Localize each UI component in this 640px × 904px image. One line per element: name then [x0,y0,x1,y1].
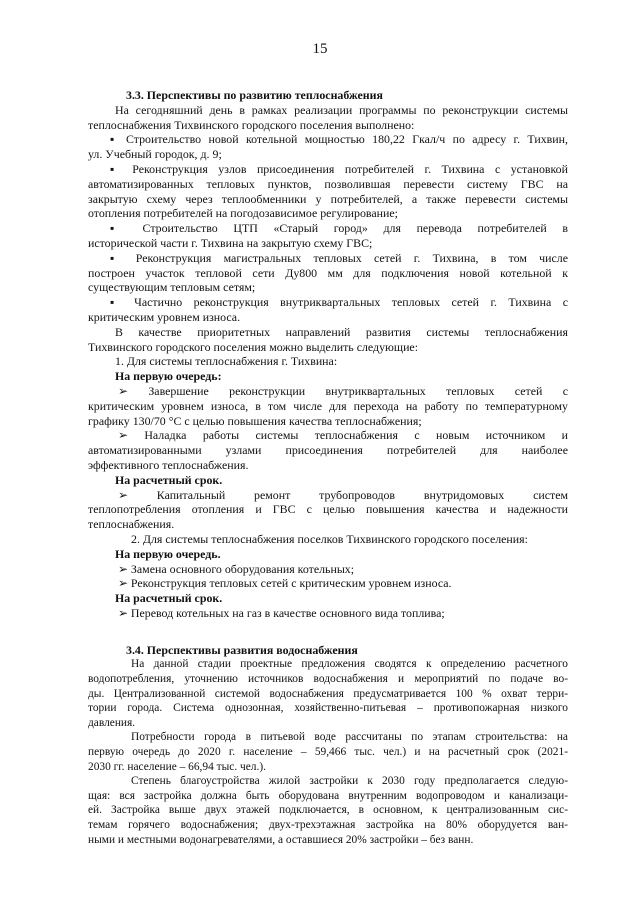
arrow-item-line: ➢ Наладка работы системы теплоснабжения с новым источником и [118,428,568,443]
paragraph-line: На сегодняшний день в рамках реализации программы по реконструкции системы [115,102,568,117]
paragraph-line: щая: вся застройка должна быть оборудована внутренним водопроводом и канализаци- [88,789,568,802]
paragraph-line: критическим уровнем износа, в том числе для перехода на работу по температурному [88,398,568,413]
paragraph-line: теплопотребления отопления и ГВС с целью повышения качества и надежности [88,502,568,517]
subheading-first-stage: На первую очередь: [115,369,222,384]
paragraph-line: ды. Централизованной системой водоснабжения предусматривается 100 % охват терри- [88,687,568,700]
paragraph-line: Степень благоустройства жилой застройки к 2030 году предполагается следую- [131,775,568,788]
subheading-first-stage: На первую очередь. [115,546,221,561]
paragraph-line: тории города. Система однозонная, хозяйственно-питьевая – противопожарная низкого [88,702,568,715]
bullet-line: ▪ Частично реконструкция внутриквартальных тепловых сетей г. Тихвина с [110,295,568,310]
paragraph-line: 2030 гг. население – 66,94 тыс. чел.). [88,760,266,773]
arrow-item-line: ➢ Завершение реконструкции внутриквартальных тепловых сетей с [118,383,568,398]
paragraph-line: графику 130/70 °С с целью повышения качества теплоснабжения; [88,413,422,428]
paragraph-line: На данной стадии проектные предложения сводятся к определению расчетного [131,658,568,671]
paragraph-line: давления. [88,716,136,729]
paragraph-line: ей. Застройка выше двух этажей подключается, в основном, к централизованным сис- [88,804,568,817]
bullet-line: ▪ Строительство новой котельной мощностью 180,22 Гкал/ч по адресу г. Тихвин, [110,132,568,147]
bullet-line: ▪ Строительство ЦТП «Старый город» для перевода потребителей в [110,221,568,236]
list-heading: 1. Для системы теплоснабжения г. Тихвина: [115,354,338,369]
arrow-item-line: ➢ Замена основного оборудования котельных; [118,561,355,576]
paragraph-line: существующим тепловым сетям; [88,280,256,295]
subheading-design-period: На расчетный срок. [115,472,223,487]
subheading-design-period: На расчетный срок. [115,591,223,606]
list-heading: 2. Для системы теплоснабжения поселков Тихвинского городского поселения: [131,531,528,546]
paragraph-line: критическим уровнем износа. [88,309,241,324]
paragraph-line: эффективного теплоснабжения. [88,457,249,472]
paragraph-line: исторической части г. Тихвина на закрытую схему ГВС; [88,235,373,250]
document-body [88,88,568,847]
arrow-item-line: ➢ Перевод котельных на газ в качестве основного вида топлива; [118,605,445,620]
bullet-line: ▪ Реконструкция магистральных тепловых сетей г. Тихвина, в том числе [110,250,568,265]
paragraph-line: водопотребления, уточнению источников водоснабжения и мероприятий по подаче во- [88,673,568,686]
paragraph-line: закрытую схему через теплообменники у потребителей, а также перевести системы [88,191,568,206]
paragraph-line: построен участок тепловой сети Ду800 мм для подключения новой котельной к [88,265,568,280]
paragraph-line: Потребности города в питьевой воде рассчитаны по этапам строительства: на [131,731,568,744]
paragraph-line: В качестве приоритетных направлений развития системы теплоснабжения [115,324,568,339]
paragraph-line: автоматизированных тепловых пунктов, позволившая перевести систему ГВС на [88,176,568,191]
paragraph-line: первую очередь до 2020 г. население – 59,466 тыс. чел.) и на расчетный срок (2021- [88,746,568,759]
bullet-line: ▪ Реконструкция узлов присоединения потребителей г. Тихвина с установкой [110,161,568,176]
section-heading-heat-supply: 3.3. Перспективы по развитию теплоснабжения [126,88,383,102]
page-number: 15 [312,41,328,57]
arrow-item-line: ➢ Реконструкция тепловых сетей с критическим уровнем износа. [118,576,452,591]
paragraph-line: ными и местными водонагревателями, а оставшиеся 20% застройки – без ванн. [88,833,474,846]
paragraph-line: теплоснабжения. [88,517,175,532]
paragraph-line: теплоснабжения Тихвинского городского поселения выполнено: [88,117,415,132]
section-heading-water-supply: 3.4. Перспективы развития водоснабжения [126,642,358,657]
section-spacer [88,621,568,643]
paragraph-line: автоматизированными узлами присоединения потребителей для наиболее [88,443,568,458]
paragraph-line: ул. Учебный городок, д. 9; [88,147,222,162]
paragraph-line: темам горячего водоснабжения; двух-трехэтажная застройка на 80% оборудуется ван- [88,819,568,832]
paragraph-line: Тихвинского городского поселения можно выделить следующие: [88,339,419,354]
paragraph-line: отопления потребителей на погодозависимое регулирование; [88,206,398,221]
arrow-item-line: ➢ Капитальный ремонт трубопроводов внутридомовых систем [118,487,568,502]
